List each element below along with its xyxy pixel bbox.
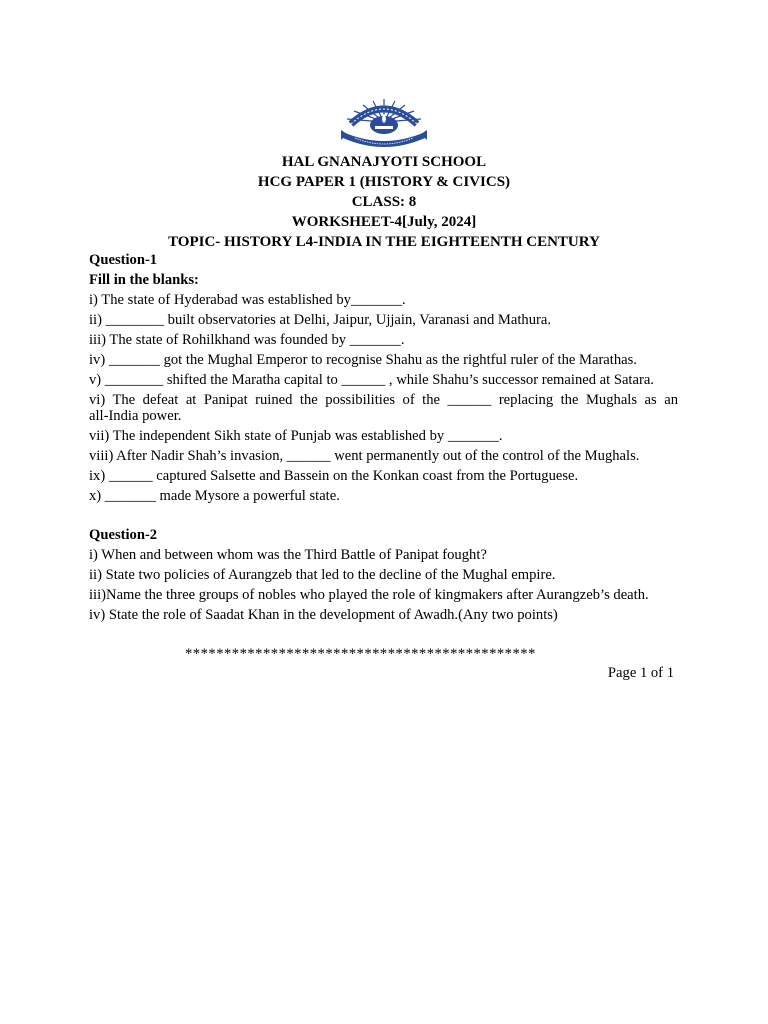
q1-item: iii) The state of Rohilkhand was founded by _______. [89,332,405,348]
q2-item: iv) State the role of Saadat Khan in the development of Awadh.(Any two points) [89,607,558,623]
q1-item: vi) The defeat at Panipat ruined the possibilities of the ______ replacing the Mughals as an [89,392,678,408]
paper-title: HCG PAPER 1 (HISTORY & CIVICS) [257,174,511,190]
worksheet-body [89,250,678,625]
q1-item: x) _______ made Mysore a powerful state. [89,488,340,504]
separator-stars: ********************************************* [185,646,536,662]
school-name: HAL GNANAJYOTI SCHOOL [281,154,487,170]
q1-item: vii) The independent Sikh state of Punjab was established by _______. [89,428,503,444]
topic-label: TOPIC- HISTORY L4-INDIA IN THE EIGHTEENTH CENTURY [168,234,600,250]
question-2-heading: Question-2 [89,527,158,543]
question-1-heading: Question-1 [89,252,158,268]
q2-item: i) When and between whom was the Third Battle of Panipat fought? [89,547,487,563]
question-1-instruction: Fill in the blanks: [89,272,199,288]
q1-item: v) ________ shifted the Maratha capital to ______ , while Shahu’s successor remained at Satara. [89,372,654,388]
school-crest-icon [337,98,431,148]
q1-item: i) The state of Hyderabad was established by_______. [89,292,406,308]
q1-item: iv) _______ got the Mughal Emperor to recognise Shahu as the rightful ruler of the Marathas. [89,352,637,368]
q1-item: ix) ______ captured Salsette and Bassein on the Konkan coast from the Portuguese. [89,468,579,484]
worksheet-header [90,152,678,252]
q2-item: ii) State two policies of Aurangzeb that led to the decline of the Mughal empire. [89,567,556,583]
q2-item: iii)Name the three groups of nobles who played the role of kingmakers after Aurangzeb’s death. [89,587,649,603]
page-number: Page 1 of 1 [607,665,674,681]
section-gap [89,506,678,525]
q1-item-continuation: all-India power. [89,408,182,424]
worksheet-label: WORKSHEET-4[July, 2024] [291,214,477,230]
class-label: CLASS: 8 [351,194,417,210]
q1-item: viii) After Nadir Shah’s invasion, ______ went permanently out of the control of the Mughals. [89,448,640,464]
q1-item: ii) ________ built observatories at Delhi, Jaipur, Ujjain, Varanasi and Mathura. [89,312,551,328]
